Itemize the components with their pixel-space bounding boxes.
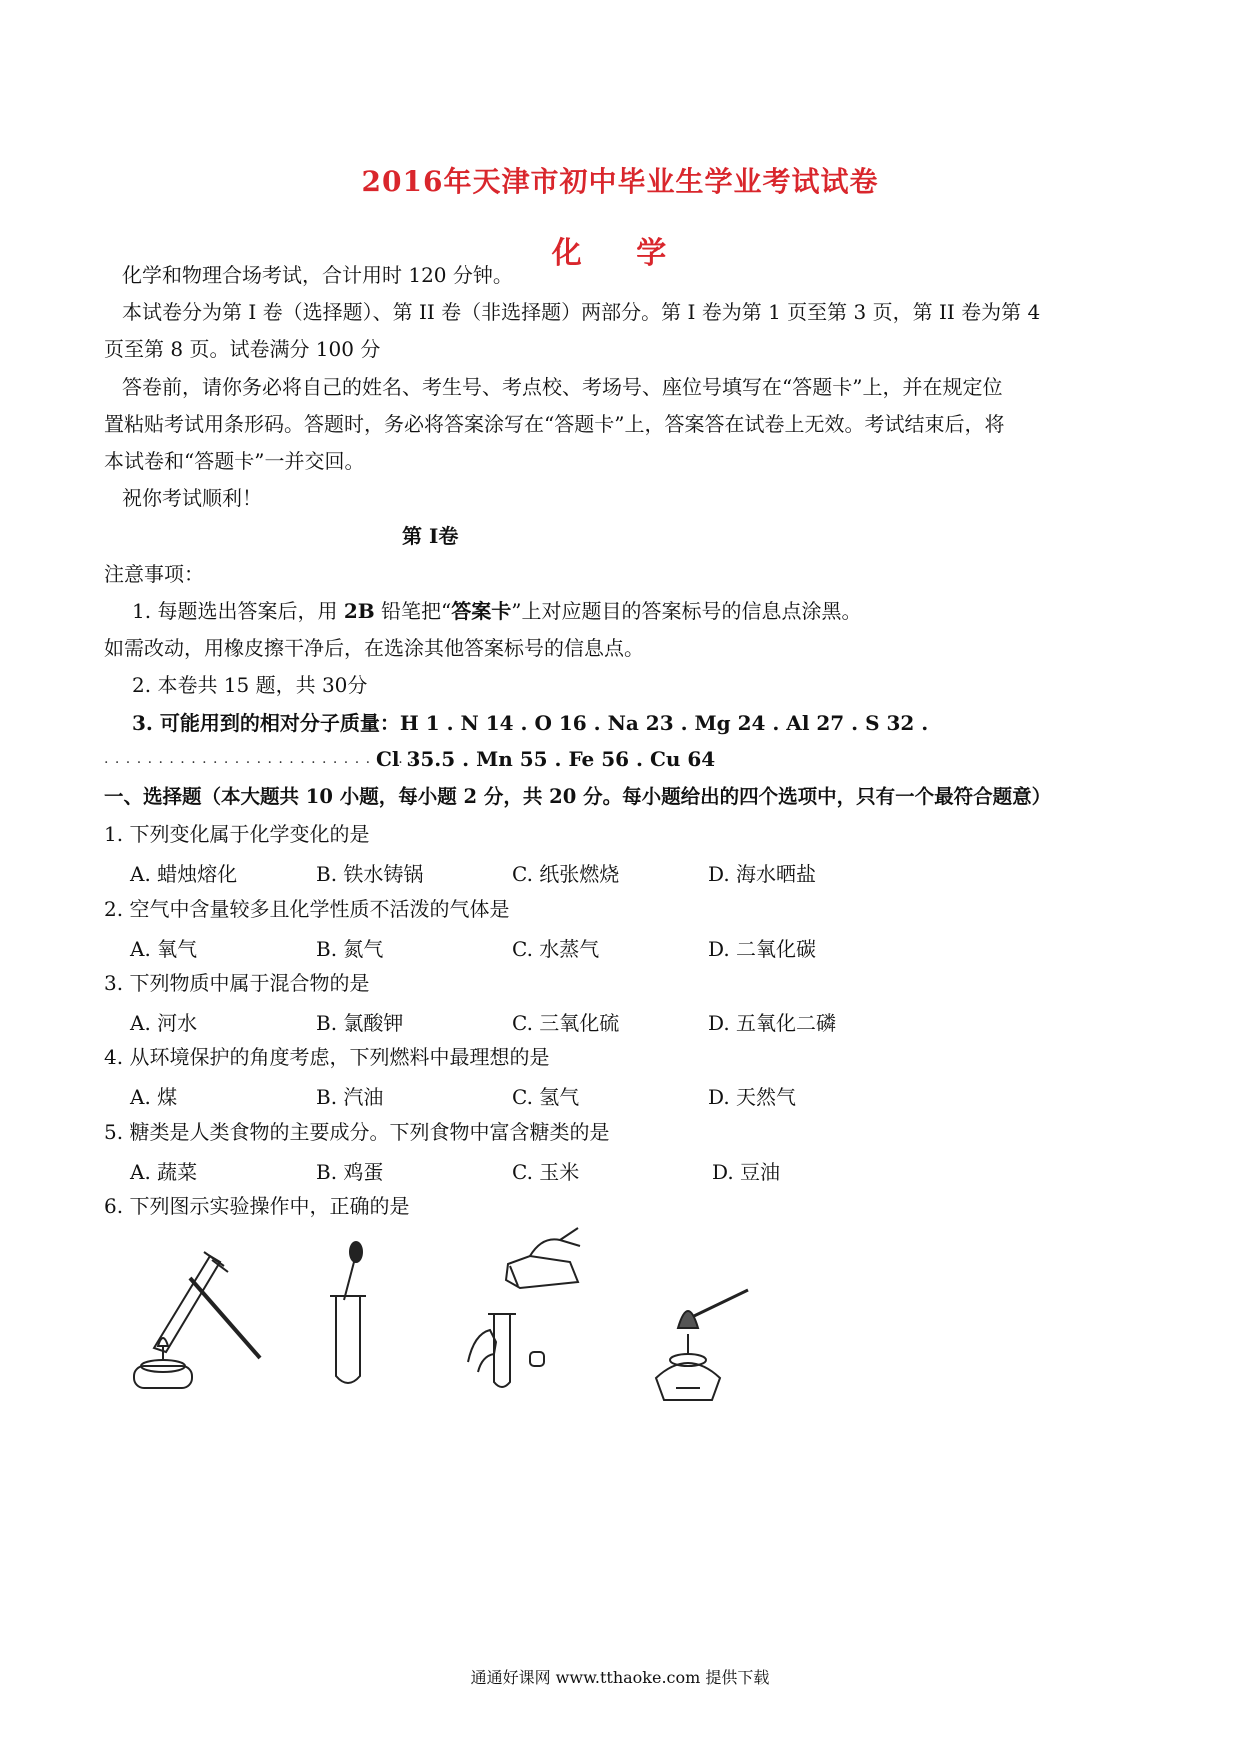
- section-title: 第 I卷: [402, 524, 459, 548]
- note-3: 3. 可能用到的相对分子质量：H 1 . N 14 . O 16 . Na 23 . Mg 24 . Al 27 . S 32 .: [132, 711, 929, 735]
- dropper-test-tube-figure: [318, 1238, 378, 1398]
- question-5-option-b: B. 鸡蛋: [316, 1160, 384, 1184]
- question-3-option-c: C. 三氧化硫: [512, 1011, 620, 1035]
- question-2-option-a: A. 氧气: [130, 937, 198, 961]
- intro-line-4: 答卷前，请你务必将自己的姓名、考生号、考点校、考场号、座位号填写在“答题卡”上，并在规定位: [122, 375, 1003, 399]
- intro-line-5: 置粘贴考试用条形码。答题时，务必将答案涂写在“答题卡”上，答案答在试卷上无效。考试结束后，将: [104, 412, 1005, 436]
- question-5-option-d: D. 豆油: [712, 1160, 781, 1184]
- note-2: 2. 本卷共 15 题，共 30分: [132, 673, 368, 697]
- note-3-dots: . . . . . . . . . . . . . . . . . . . . . . . . . . . . .: [104, 751, 415, 767]
- question-6-stem: 6. 下列图示实验操作中，正确的是: [104, 1194, 410, 1218]
- question-2-option-b: B. 氮气: [316, 937, 384, 961]
- intro-line-6: 本试卷和“答题卡”一并交回。: [104, 449, 365, 473]
- question-5-option-c: C. 玉米: [512, 1160, 580, 1184]
- intro-line-7: 祝你考试顺利！: [122, 486, 262, 510]
- question-4-stem: 4. 从环境保护的角度考虑，下列燃料中最理想的是: [104, 1045, 550, 1069]
- pouring-liquid-figure: [460, 1222, 600, 1392]
- question-1-option-b: B. 铁水铸锅: [316, 862, 424, 886]
- question-2-option-d: D. 二氧化碳: [708, 937, 817, 961]
- note-1-text-d: 答案卡: [451, 599, 512, 623]
- intro-line-3: 页至第 8 页。试卷满分 100 分: [104, 337, 381, 361]
- footer-source: 通通好课网 www.tthaoke.com 提供下载: [470, 1668, 770, 1687]
- question-2-stem: 2. 空气中含量较多且化学性质不活泼的气体是: [104, 897, 510, 921]
- note-1: [132, 598, 1152, 624]
- subject-title: 化 学: [551, 236, 689, 271]
- question-5-stem: 5. 糖类是人类食物的主要成分。下列食物中富含糖类的是: [104, 1120, 610, 1144]
- note-3-continued: Cl 35.5 . Mn 55 . Fe 56 . Cu 64: [376, 747, 716, 771]
- question-3-stem: 3. 下列物质中属于混合物的是: [104, 971, 370, 995]
- question-2-option-c: C. 水蒸气: [512, 937, 600, 961]
- question-4-option-b: B. 汽油: [316, 1085, 384, 1109]
- question-4-option-c: C. 氢气: [512, 1085, 580, 1109]
- question-3-option-d: D. 五氧化二磷: [708, 1011, 837, 1035]
- note-1-text-b: 2B: [343, 599, 375, 623]
- question-3-option-a: A. 河水: [130, 1011, 198, 1035]
- note-1-text-c: 铅笔把“: [381, 599, 452, 623]
- question-1-option-d: D. 海水晒盐: [708, 862, 817, 886]
- note-1-text-e: ”上对应题目的答案标号的信息点涂黑。: [511, 599, 862, 623]
- question-4-option-a: A. 煤: [130, 1085, 178, 1109]
- notes-title: 注意事项：: [104, 562, 204, 586]
- question-1-option-c: C. 纸张燃烧: [512, 862, 620, 886]
- question-3-option-b: B. 氯酸钾: [316, 1011, 404, 1035]
- question-1-option-a: A. 蜡烛熔化: [130, 862, 238, 886]
- intro-line-2: 本试卷分为第 I 卷（选择题）、第 II 卷（非选择题）两部分。第 I 卷为第 1 页至第 3 页，第 II 卷为第 4: [122, 300, 1041, 324]
- note-1-text-a: 1. 每题选出答案后，用: [132, 599, 338, 623]
- question-4-option-d: D. 天然气: [708, 1085, 797, 1109]
- intro-line-1: 化学和物理合场考试，合计用时 120 分钟。: [122, 263, 513, 287]
- page-title: 2016年天津市初中毕业生学业考试试卷: [361, 165, 879, 198]
- lighting-alcohol-lamp-figure: [648, 1276, 758, 1406]
- note-1-continued: 如需改动，用橡皮擦干净后，在选涂其他答案标号的信息点。: [104, 636, 644, 660]
- question-1-stem: 1. 下列变化属于化学变化的是: [104, 822, 370, 846]
- part-heading: 一、选择题（本大题共 10 小题，每小题 2 分，共 20 分。每小题给出的四个选项中，只有一个最符合题意）: [104, 785, 1052, 808]
- question-5-option-a: A. 蔬菜: [130, 1160, 198, 1184]
- heating-test-tube-figure: [128, 1238, 268, 1398]
